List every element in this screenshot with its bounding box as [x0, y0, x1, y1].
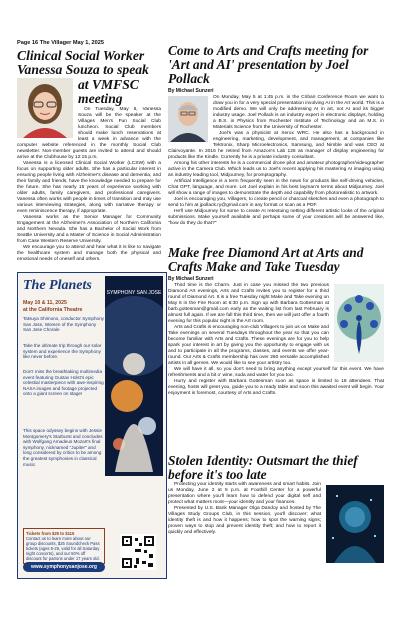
social-worker-paragraph: On Tuesday, May 6, Vanessa Souza will be the speaker at the Villages Men's Fun Social Club luncheon. Social Club members should make lunch reservations at least a week in advance with the computer website referenced in the monthly Social Club newsletter. Non-member guests are invited to attend and should arrive at the Clubhouse by 12:15 p.m. [17, 106, 161, 160]
digital-identity-image [326, 485, 384, 563]
planets-venue: at the California Theatre [23, 307, 83, 313]
social-worker-headline-line3: meeting [78, 91, 123, 107]
social-worker-paragraph: We encourage you to attend and hear what it is like to navigate the healthcare system and manage both the physical and emotional needs of oneself and others. [17, 244, 161, 262]
symphony-url-link[interactable]: www.symphonysanjose.org [23, 562, 105, 572]
art-and-ai-headline: Come to Arts and Crafts meeting for 'Art and AI' presentation by Joel Pollack [168, 43, 369, 86]
diamond-art-paragraph: Third time is the Charm. Just in case you missed the two previous Diamond Art evenings, Arts and Crafts invites you to register for a third round of Diamond Art. It is a free Tuesday night Make and Take evening on May 6 in the Fire Room at 6:30 p.m. Sign up with Barbara Gottesman at barb.gottesman@gmail.com early as the waiting list from last February is almost full again. If we are full this third time, then we will just offer a fourth evening for this popular night in the Art room. [168, 282, 329, 324]
page-folio: Page 16 The Villager May 1, 2025 [17, 40, 104, 46]
diamond-art-paragraph: Arts and Crafts is encouraging non-club Villagers to join us on Make and Take evenings on several Tuesdays throughout the year so that you can become familiar with Arts and Crafts. These evenings are for you to help spark your interest in art by giving you the opportunity to engage with us and to participate in all the programs, classes, and events we offer year-round. Our Arts & Crafts membership has over 260 versatile accomplished artists in all genres. We would like to see your artistry too. [168, 324, 329, 366]
art-and-ai-paragraph: Joel's was a physicist at Xerox WRC. He also has a background in engineering, marketing, development, and management, at companies like Tektronix, Sharp Microelectronics, Samsung, and Nimble and was CEO at Clairvoyante. In 2016 he retired from Amazon's Lab 126 as manager of display engineering for products like the Kindle. Currently he is a private industry consultant. [168, 130, 384, 160]
symphony-logo: SYMPHONY SAN JOSE [106, 290, 162, 296]
qr-code-icon[interactable] [120, 534, 156, 570]
stolen-identity-paragraph: Protecting your identity starts with awareness and smart habits. Join us Monday, June 2 at 5 p.m. at Foothill Center for a powerful presentation where you'll learn how to defend your digital self and protect what matters most—your identity and your finances. [168, 481, 321, 505]
art-and-ai-paragraph: Artificial Intelligence is a term frequently seen in the news for products like self-driving vehicles, Chat GPT, language, and more. Let Joel explain in his best layman's terms about Midjourney. Joel will show a range of images to demonstrate the depth and capability from photorealistic to artwork. [168, 178, 384, 196]
diamond-art-headline: Make free Diamond Art at Arts and Crafts Make and Take Tuesday [168, 245, 364, 274]
diamond-art-paragraph: We will have it all, so you don't need to bring anything except yourself for this event. We have refreshments and a bit o' wine, soda and water for you too. [168, 366, 384, 378]
stolen-identity-article [168, 454, 384, 565]
diamond-art-paragraph: Hurry and register with Barbara Gottesman soon as space is limited to 18 attendees. That evening, hosts will greet you, guide you to a ready table and soon this awaited event will begin. Your enjoyment is foremost, courtesy of Arts and Crafts. [168, 378, 384, 396]
peacock-diamond-art-image [334, 284, 384, 362]
byline: By Michael Sunzeri [168, 87, 214, 94]
planets-text: This space odyssey begins with Jessie Montgomery's Starburst and concludes with Wolfgang Amadeus Mozart's final symphony, nicknamed "Jupiter" and long considered by critics to be among the greatest symphonies in classical music. [23, 428, 103, 467]
social-worker-paragraph: Vanessa works as the Senior Manager for Community Engagement at the Alzheimer's Association of Northern California and Northern Nevada. She has a Bachelor of Social Work from Seattle University and a Master of Science in Social Administration from Case Western Reserve University. [17, 214, 161, 244]
planets-date: May 10 & 11, 2025 [23, 300, 67, 306]
tickets-head: Tickets from $25 to $115 [26, 531, 75, 536]
stolen-identity-headline: Stolen Identity: Outsmart the thief before it's too late [168, 453, 358, 482]
byline: By Michael Sunzeri [168, 275, 214, 282]
planets-text: Don't miss the breathtaking multimedia event featuring Gustav Holst's epic celestial masterpiece with awe-inspiring NASA images and footage projected onto a giant screen on stage! [23, 369, 104, 397]
social-worker-paragraph: Vanessa is a licensed Clinical Social Worker (LCSW) with a focus on supporting older adults. She has a particular interest in ensuring people living with Alzheimer's disease and dementia, and their family and friends, have the knowledge needed to prepare for the future. She has nearly 15 years of experience working with older adults, family caregivers, and professional caregivers. Vanessa often works with people in times of transition and may use various interviewing strategies, along with narrative therapy or even reminiscence therapy, if appropriate. [17, 160, 161, 214]
joel-pollack-photo [168, 96, 208, 142]
planets-tickets-box [23, 528, 105, 564]
planets-text: Take the ultimate trip through our solar system and experience the Symphony like never before. [23, 343, 102, 360]
social-worker-article [17, 49, 161, 263]
social-worker-headline [17, 49, 161, 77]
art-and-ai-paragraph: He'll use Midjourney for some to create AI retextuing netting different artistic looks of the original submissions. Make yourself available and perhaps some of your creations will be answered like, "how do they do that?" [168, 208, 384, 226]
vanessa-souza-photo [17, 78, 73, 138]
social-worker-headline-line2: at VMFSC [78, 77, 139, 93]
art-and-ai-paragraph: On Monday, May 5 at 1:45 p.m. in the Cribari Conference Room we want to draw you in for a very special presentation involving AI in the Art world. This is a modified demo. We will only be addressing AI in art, not AI and its bigger industry usage. Joel Pollack is an industry expert in electronic displays, holding a B.S. in Physics from Rochester Institute of Technology and an M.S. in Materials Science from the University of Rochester. [213, 94, 384, 130]
planets-title: The Planets [23, 278, 92, 293]
social-worker-headline-line1: Clinical Social Worker Vanessa Souza to speak [17, 48, 149, 78]
planets-featuring: Tatsuya Shimono, conductor Symphony San Jose, Women of the Symphony San Jose Chorale [23, 316, 104, 333]
art-and-ai-paragraph: Joel is encouraging you, Villagers, to create pencil or charcoal sketches and even a photograph to send to him at jpollack.ry@gmail.com in any format or scan as a PDF. [168, 196, 384, 208]
diamond-art-article [168, 246, 384, 397]
planets-artwork [105, 276, 163, 476]
art-and-ai-paragraph: Among his other interests he is a commercial drone pilot and amateur photographer/videographer active in the Camera Club. Which leads us to Joel's recent applying his mastering AI imaging using an industry leading tool, Midjourney, for promptography. [168, 160, 384, 178]
the-planets-ad [17, 272, 167, 579]
stolen-identity-paragraph: Presented by U.S. Bank Manager Olga Dandoy and hosted by The Villages Study Groups Club, in this session, you'll discover: what identity theft is and how it happens; how to spot the warning signs; proven ways to stop and prevent identity theft; and how to report it quickly and effectively. [168, 505, 321, 535]
tickets-body: Contact us to learn more about our group discounts, $25 Soundcheck Pass tickets (ages 5-25, valid for all Saturday night concerts), and our 50% off discount for patrons under 17 years old. [26, 536, 100, 562]
art-and-ai-article [168, 44, 384, 227]
